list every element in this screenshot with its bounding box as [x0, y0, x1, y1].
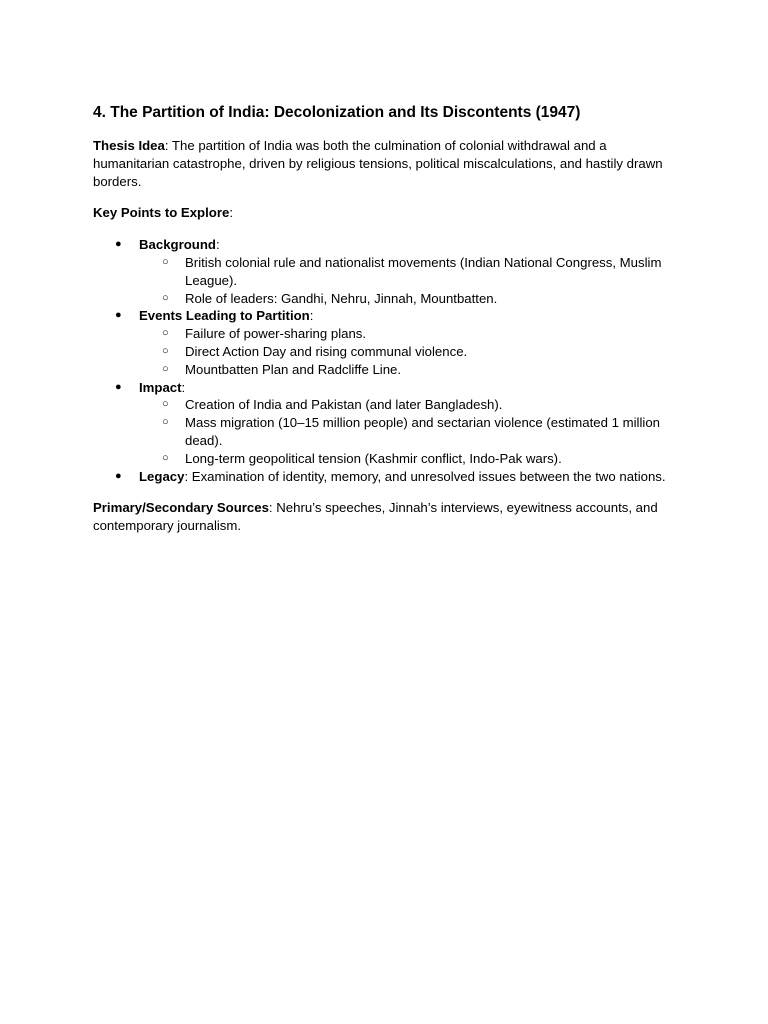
sub-item-text: Creation of India and Pakistan (and later Bangladesh).: [185, 397, 503, 413]
sublist-events: [139, 325, 678, 378]
key-points-suffix: :: [229, 205, 233, 221]
section-label: Background: [139, 237, 216, 253]
bullet-icon: ●: [115, 469, 122, 482]
sub-item-text: Direct Action Day and rising communal violence.: [185, 343, 468, 359]
sources-text: : Nehru’s speeches, Jinnah’s interviews, eyewitness accounts, and contemporary journalism.: [93, 500, 658, 534]
sublist-background: [139, 254, 678, 307]
hollow-bullet-icon: ○: [162, 291, 169, 304]
document-title: 4. The Partition of India: Decolonization and Its Discontents (1947): [93, 104, 581, 121]
sublist-impact: [139, 396, 678, 467]
sub-item-text: Mountbatten Plan and Radcliffe Line.: [185, 361, 402, 377]
sub-item-text: Role of leaders: Gandhi, Nehru, Jinnah, Mountbatten.: [185, 290, 498, 306]
list-item-background: [93, 236, 678, 307]
thesis-text: : The partition of India was both the culmination of colonial withdrawal and a humanitarian catastrophe, driven by religious tensions, political miscalculations, and hastily drawn borders.: [93, 138, 663, 189]
section-label: Events Leading to Partition: [139, 308, 310, 324]
list-item-impact: [93, 379, 678, 468]
hollow-bullet-icon: ○: [162, 398, 169, 411]
thesis-paragraph: [93, 137, 678, 190]
section-label: Legacy: [139, 468, 185, 484]
sub-list-item: [139, 254, 678, 290]
sub-list-item: [139, 361, 678, 379]
section-suffix: :: [215, 237, 220, 253]
hollow-bullet-icon: ○: [162, 362, 169, 375]
sub-item-text: Failure of power-sharing plans.: [185, 326, 367, 342]
section-suffix: :: [181, 379, 186, 395]
sub-list-item: [139, 325, 678, 343]
hollow-bullet-icon: ○: [162, 416, 169, 429]
sources-paragraph: [93, 499, 678, 535]
thesis-label: Thesis Idea: [93, 138, 165, 153]
sub-item-text: Mass migration (10–15 million people) and sectarian violence (estimated 1 million dead).: [185, 415, 660, 448]
hollow-bullet-icon: ○: [162, 255, 169, 268]
bullet-icon: ●: [115, 380, 122, 393]
sub-list-item: [139, 343, 678, 361]
hollow-bullet-icon: ○: [162, 344, 169, 357]
section-suffix: : Examination of identity, memory, and unresolved issues between the two nations.: [184, 468, 666, 484]
hollow-bullet-icon: ○: [162, 327, 169, 340]
key-points-heading: [93, 204, 678, 222]
bullet-icon: ●: [115, 309, 122, 322]
key-points-label: Key Points to Explore: [93, 205, 230, 221]
section-label: Impact: [139, 379, 182, 395]
sub-item-text: Long-term geopolitical tension (Kashmir conflict, Indo-Pak wars).: [185, 450, 562, 466]
list-item-events: [93, 307, 678, 378]
hollow-bullet-icon: ○: [162, 451, 169, 464]
bullet-icon: ●: [115, 238, 122, 251]
sub-list-item: [139, 396, 678, 414]
list-item-legacy: [93, 468, 678, 486]
section-suffix: :: [309, 308, 314, 324]
key-points-list: [93, 236, 678, 485]
sub-list-item: [139, 290, 678, 308]
sub-list-item: [139, 450, 678, 468]
sources-label: Primary/Secondary Sources: [93, 500, 269, 516]
sub-list-item: [139, 414, 678, 450]
sub-item-text: British colonial rule and nationalist movements (Indian National Congress, Muslim League).: [185, 254, 662, 288]
